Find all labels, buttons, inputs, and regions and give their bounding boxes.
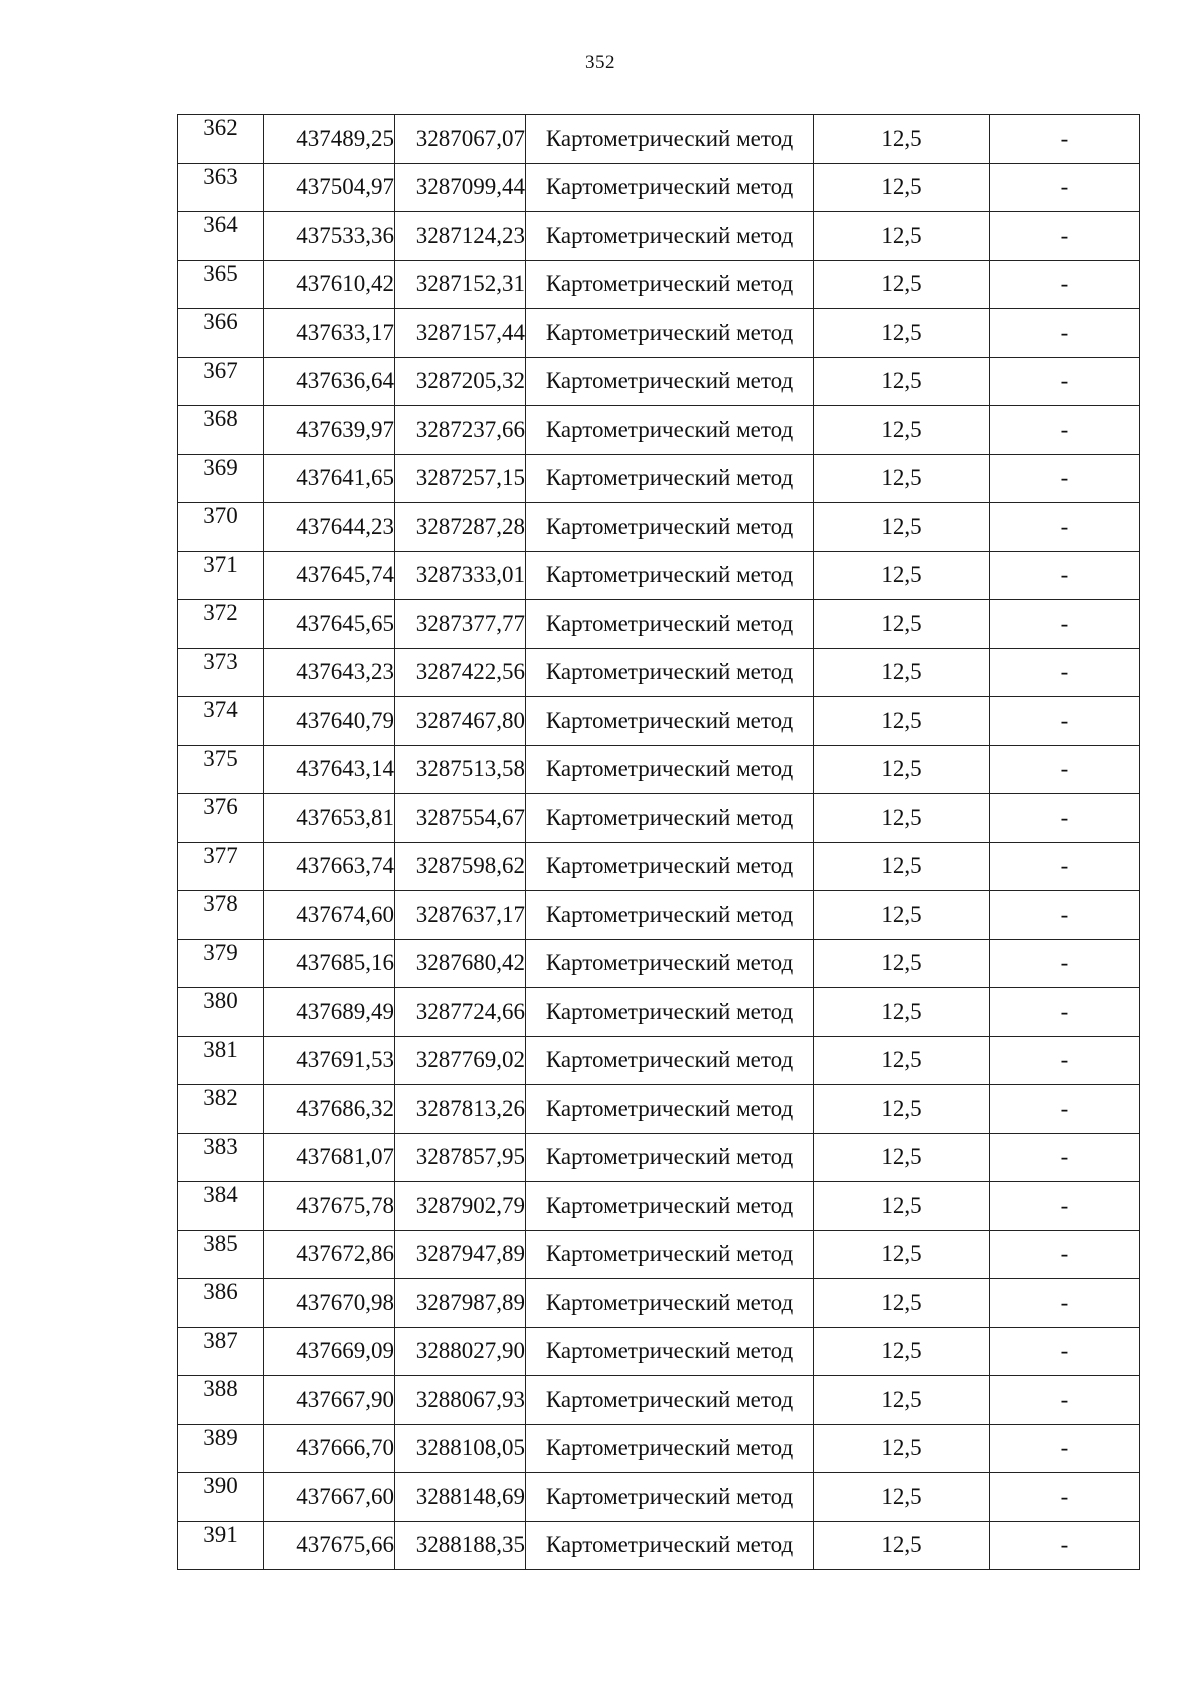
method-cell: Картометрический метод xyxy=(526,115,814,164)
y-coordinate-cell: 3287987,89 xyxy=(395,1279,526,1328)
method-cell: Картометрический метод xyxy=(526,891,814,940)
table-row xyxy=(178,406,1140,455)
y-coordinate-cell: 3287769,02 xyxy=(395,1036,526,1085)
table-row xyxy=(178,551,1140,600)
table-row xyxy=(178,648,1140,697)
method-cell: Картометрический метод xyxy=(526,939,814,988)
accuracy-cell: 12,5 xyxy=(814,260,990,309)
method-cell: Картометрический метод xyxy=(526,648,814,697)
note-cell: - xyxy=(990,260,1140,309)
x-coordinate-cell: 437504,97 xyxy=(264,163,395,212)
table-row xyxy=(178,1182,1140,1231)
y-coordinate-cell: 3287680,42 xyxy=(395,939,526,988)
method-cell: Картометрический метод xyxy=(526,454,814,503)
method-cell: Картометрический метод xyxy=(526,309,814,358)
x-coordinate-cell: 437686,32 xyxy=(264,1085,395,1134)
point-number-cell: 376 xyxy=(178,794,264,843)
point-number-cell: 368 xyxy=(178,406,264,455)
point-number-cell: 389 xyxy=(178,1424,264,1473)
x-coordinate-cell: 437689,49 xyxy=(264,988,395,1037)
x-coordinate-cell: 437681,07 xyxy=(264,1133,395,1182)
accuracy-cell: 12,5 xyxy=(814,1473,990,1522)
x-coordinate-cell: 437636,64 xyxy=(264,357,395,406)
note-cell: - xyxy=(990,163,1140,212)
method-cell: Картометрический метод xyxy=(526,1133,814,1182)
y-coordinate-cell: 3287237,66 xyxy=(395,406,526,455)
method-cell: Картометрический метод xyxy=(526,1279,814,1328)
note-cell: - xyxy=(990,406,1140,455)
point-number-cell: 378 xyxy=(178,891,264,940)
point-number-cell: 372 xyxy=(178,600,264,649)
x-coordinate-cell: 437610,42 xyxy=(264,260,395,309)
x-coordinate-cell: 437633,17 xyxy=(264,309,395,358)
table-row xyxy=(178,1376,1140,1425)
accuracy-cell: 12,5 xyxy=(814,891,990,940)
y-coordinate-cell: 3288148,69 xyxy=(395,1473,526,1522)
point-number-cell: 385 xyxy=(178,1230,264,1279)
method-cell: Картометрический метод xyxy=(526,794,814,843)
method-cell: Картометрический метод xyxy=(526,600,814,649)
note-cell: - xyxy=(990,1230,1140,1279)
method-cell: Картометрический метод xyxy=(526,842,814,891)
method-cell: Картометрический метод xyxy=(526,745,814,794)
note-cell: - xyxy=(990,1327,1140,1376)
accuracy-cell: 12,5 xyxy=(814,454,990,503)
x-coordinate-cell: 437489,25 xyxy=(264,115,395,164)
table-row xyxy=(178,1085,1140,1134)
table-row xyxy=(178,988,1140,1037)
y-coordinate-cell: 3287067,07 xyxy=(395,115,526,164)
x-coordinate-cell: 437643,23 xyxy=(264,648,395,697)
note-cell: - xyxy=(990,503,1140,552)
point-number-cell: 362 xyxy=(178,115,264,164)
accuracy-cell: 12,5 xyxy=(814,1230,990,1279)
accuracy-cell: 12,5 xyxy=(814,745,990,794)
accuracy-cell: 12,5 xyxy=(814,1085,990,1134)
x-coordinate-cell: 437643,14 xyxy=(264,745,395,794)
point-number-cell: 379 xyxy=(178,939,264,988)
method-cell: Картометрический метод xyxy=(526,1085,814,1134)
accuracy-cell: 12,5 xyxy=(814,1376,990,1425)
x-coordinate-cell: 437691,53 xyxy=(264,1036,395,1085)
y-coordinate-cell: 3287724,66 xyxy=(395,988,526,1037)
x-coordinate-cell: 437667,90 xyxy=(264,1376,395,1425)
y-coordinate-cell: 3287377,77 xyxy=(395,600,526,649)
accuracy-cell: 12,5 xyxy=(814,697,990,746)
table-row xyxy=(178,1521,1140,1570)
method-cell: Картометрический метод xyxy=(526,1424,814,1473)
x-coordinate-cell: 437675,66 xyxy=(264,1521,395,1570)
note-cell: - xyxy=(990,1473,1140,1522)
method-cell: Картометрический метод xyxy=(526,212,814,261)
accuracy-cell: 12,5 xyxy=(814,1424,990,1473)
note-cell: - xyxy=(990,745,1140,794)
method-cell: Картометрический метод xyxy=(526,406,814,455)
method-cell: Картометрический метод xyxy=(526,1182,814,1231)
x-coordinate-cell: 437645,74 xyxy=(264,551,395,600)
y-coordinate-cell: 3287598,62 xyxy=(395,842,526,891)
point-number-cell: 366 xyxy=(178,309,264,358)
y-coordinate-cell: 3288067,93 xyxy=(395,1376,526,1425)
note-cell: - xyxy=(990,891,1140,940)
y-coordinate-cell: 3287333,01 xyxy=(395,551,526,600)
table-row xyxy=(178,1279,1140,1328)
point-number-cell: 364 xyxy=(178,212,264,261)
accuracy-cell: 12,5 xyxy=(814,939,990,988)
point-number-cell: 388 xyxy=(178,1376,264,1425)
note-cell: - xyxy=(990,697,1140,746)
accuracy-cell: 12,5 xyxy=(814,1182,990,1231)
accuracy-cell: 12,5 xyxy=(814,842,990,891)
y-coordinate-cell: 3288027,90 xyxy=(395,1327,526,1376)
x-coordinate-cell: 437670,98 xyxy=(264,1279,395,1328)
table-row xyxy=(178,794,1140,843)
accuracy-cell: 12,5 xyxy=(814,163,990,212)
y-coordinate-cell: 3287637,17 xyxy=(395,891,526,940)
y-coordinate-cell: 3288188,35 xyxy=(395,1521,526,1570)
y-coordinate-cell: 3287287,28 xyxy=(395,503,526,552)
point-number-cell: 377 xyxy=(178,842,264,891)
table-row xyxy=(178,939,1140,988)
point-number-cell: 382 xyxy=(178,1085,264,1134)
note-cell: - xyxy=(990,794,1140,843)
coordinates-table xyxy=(177,114,1140,1570)
accuracy-cell: 12,5 xyxy=(814,1279,990,1328)
accuracy-cell: 12,5 xyxy=(814,212,990,261)
y-coordinate-cell: 3287152,31 xyxy=(395,260,526,309)
point-number-cell: 381 xyxy=(178,1036,264,1085)
accuracy-cell: 12,5 xyxy=(814,357,990,406)
x-coordinate-cell: 437641,65 xyxy=(264,454,395,503)
accuracy-cell: 12,5 xyxy=(814,988,990,1037)
method-cell: Картометрический метод xyxy=(526,357,814,406)
note-cell: - xyxy=(990,1133,1140,1182)
note-cell: - xyxy=(990,939,1140,988)
y-coordinate-cell: 3287422,56 xyxy=(395,648,526,697)
method-cell: Картометрический метод xyxy=(526,1473,814,1522)
note-cell: - xyxy=(990,1424,1140,1473)
y-coordinate-cell: 3288108,05 xyxy=(395,1424,526,1473)
x-coordinate-cell: 437675,78 xyxy=(264,1182,395,1231)
table-row xyxy=(178,891,1140,940)
point-number-cell: 363 xyxy=(178,163,264,212)
accuracy-cell: 12,5 xyxy=(814,1521,990,1570)
note-cell: - xyxy=(990,454,1140,503)
x-coordinate-cell: 437645,65 xyxy=(264,600,395,649)
table-row xyxy=(178,1424,1140,1473)
x-coordinate-cell: 437685,16 xyxy=(264,939,395,988)
x-coordinate-cell: 437640,79 xyxy=(264,697,395,746)
point-number-cell: 374 xyxy=(178,697,264,746)
table-row xyxy=(178,115,1140,164)
y-coordinate-cell: 3287857,95 xyxy=(395,1133,526,1182)
method-cell: Картометрический метод xyxy=(526,551,814,600)
accuracy-cell: 12,5 xyxy=(814,503,990,552)
table-row xyxy=(178,600,1140,649)
x-coordinate-cell: 437669,09 xyxy=(264,1327,395,1376)
table-row xyxy=(178,1327,1140,1376)
point-number-cell: 365 xyxy=(178,260,264,309)
table-row xyxy=(178,842,1140,891)
method-cell: Картометрический метод xyxy=(526,1036,814,1085)
table-row xyxy=(178,163,1140,212)
table-row xyxy=(178,1230,1140,1279)
x-coordinate-cell: 437667,60 xyxy=(264,1473,395,1522)
note-cell: - xyxy=(990,600,1140,649)
note-cell: - xyxy=(990,309,1140,358)
accuracy-cell: 12,5 xyxy=(814,551,990,600)
point-number-cell: 383 xyxy=(178,1133,264,1182)
note-cell: - xyxy=(990,1376,1140,1425)
accuracy-cell: 12,5 xyxy=(814,1036,990,1085)
note-cell: - xyxy=(990,1279,1140,1328)
point-number-cell: 391 xyxy=(178,1521,264,1570)
y-coordinate-cell: 3287554,67 xyxy=(395,794,526,843)
y-coordinate-cell: 3287813,26 xyxy=(395,1085,526,1134)
method-cell: Картометрический метод xyxy=(526,1376,814,1425)
point-number-cell: 384 xyxy=(178,1182,264,1231)
y-coordinate-cell: 3287099,44 xyxy=(395,163,526,212)
note-cell: - xyxy=(990,1036,1140,1085)
x-coordinate-cell: 437644,23 xyxy=(264,503,395,552)
note-cell: - xyxy=(990,1182,1140,1231)
method-cell: Картометрический метод xyxy=(526,1521,814,1570)
point-number-cell: 375 xyxy=(178,745,264,794)
x-coordinate-cell: 437663,74 xyxy=(264,842,395,891)
point-number-cell: 370 xyxy=(178,503,264,552)
point-number-cell: 390 xyxy=(178,1473,264,1522)
table-row xyxy=(178,260,1140,309)
point-number-cell: 373 xyxy=(178,648,264,697)
table-row xyxy=(178,503,1140,552)
method-cell: Картометрический метод xyxy=(526,988,814,1037)
table-row xyxy=(178,1036,1140,1085)
accuracy-cell: 12,5 xyxy=(814,1133,990,1182)
point-number-cell: 380 xyxy=(178,988,264,1037)
method-cell: Картометрический метод xyxy=(526,503,814,552)
table-row xyxy=(178,697,1140,746)
point-number-cell: 371 xyxy=(178,551,264,600)
table-row xyxy=(178,1133,1140,1182)
coordinates-table-body xyxy=(178,115,1140,1570)
method-cell: Картометрический метод xyxy=(526,163,814,212)
table-row xyxy=(178,454,1140,503)
accuracy-cell: 12,5 xyxy=(814,309,990,358)
note-cell: - xyxy=(990,842,1140,891)
y-coordinate-cell: 3287902,79 xyxy=(395,1182,526,1231)
accuracy-cell: 12,5 xyxy=(814,648,990,697)
x-coordinate-cell: 437666,70 xyxy=(264,1424,395,1473)
accuracy-cell: 12,5 xyxy=(814,600,990,649)
y-coordinate-cell: 3287124,23 xyxy=(395,212,526,261)
table-row xyxy=(178,745,1140,794)
method-cell: Картометрический метод xyxy=(526,697,814,746)
page-number: 352 xyxy=(585,52,615,73)
y-coordinate-cell: 3287947,89 xyxy=(395,1230,526,1279)
table-row xyxy=(178,212,1140,261)
point-number-cell: 369 xyxy=(178,454,264,503)
point-number-cell: 386 xyxy=(178,1279,264,1328)
method-cell: Картометрический метод xyxy=(526,260,814,309)
x-coordinate-cell: 437653,81 xyxy=(264,794,395,843)
note-cell: - xyxy=(990,212,1140,261)
y-coordinate-cell: 3287205,32 xyxy=(395,357,526,406)
note-cell: - xyxy=(990,115,1140,164)
note-cell: - xyxy=(990,1521,1140,1570)
note-cell: - xyxy=(990,1085,1140,1134)
point-number-cell: 387 xyxy=(178,1327,264,1376)
x-coordinate-cell: 437533,36 xyxy=(264,212,395,261)
method-cell: Картометрический метод xyxy=(526,1230,814,1279)
y-coordinate-cell: 3287467,80 xyxy=(395,697,526,746)
note-cell: - xyxy=(990,551,1140,600)
x-coordinate-cell: 437639,97 xyxy=(264,406,395,455)
method-cell: Картометрический метод xyxy=(526,1327,814,1376)
note-cell: - xyxy=(990,648,1140,697)
table-row xyxy=(178,1473,1140,1522)
table-row xyxy=(178,309,1140,358)
accuracy-cell: 12,5 xyxy=(814,406,990,455)
note-cell: - xyxy=(990,357,1140,406)
y-coordinate-cell: 3287513,58 xyxy=(395,745,526,794)
x-coordinate-cell: 437674,60 xyxy=(264,891,395,940)
accuracy-cell: 12,5 xyxy=(814,794,990,843)
table-row xyxy=(178,357,1140,406)
accuracy-cell: 12,5 xyxy=(814,115,990,164)
y-coordinate-cell: 3287257,15 xyxy=(395,454,526,503)
accuracy-cell: 12,5 xyxy=(814,1327,990,1376)
note-cell: - xyxy=(990,988,1140,1037)
y-coordinate-cell: 3287157,44 xyxy=(395,309,526,358)
point-number-cell: 367 xyxy=(178,357,264,406)
x-coordinate-cell: 437672,86 xyxy=(264,1230,395,1279)
